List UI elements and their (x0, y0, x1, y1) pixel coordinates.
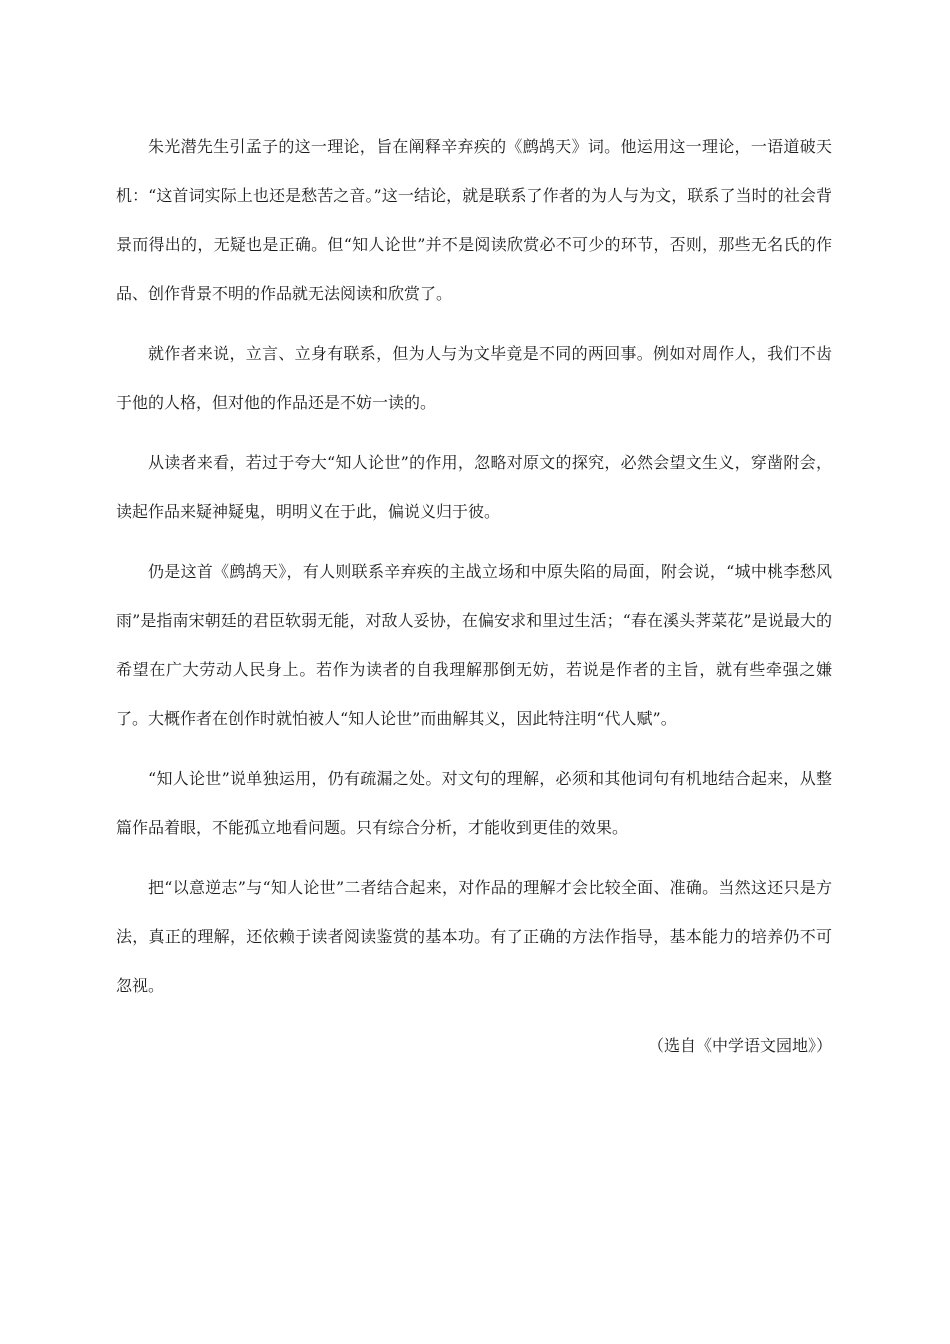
article-body (116, 122, 832, 1070)
paragraph-4: 仍是这首《鹧鸪天》，有人则联系辛弃疾的主战立场和中原失陷的局面，附会说，“城中桃李愁风雨”是指南宋朝廷的君臣软弱无能，对敌人妥协，在偏安求和里过生活；“春在溪头荠菜花”是说最大的希望在广大劳动人民身上。若作为读者的自我理解那倒无妨，若说是作者的主旨，就有些牵强之嫌了。大概作者在创作时就怕被人“知人论世”而曲解其义，因此特注明“代人赋”。 (116, 562, 832, 728)
paragraph-5: “知人论世”说单独运用，仍有疏漏之处。对文句的理解，必须和其他词句有机地结合起来，从整篇作品着眼，不能孤立地看问题。只有综合分析，才能收到更佳的效果。 (116, 769, 832, 837)
paragraph-1: 朱光潜先生引孟子的这一理论，旨在阐释辛弃疾的《鹧鸪天》词。他运用这一理论，一语道破天机：“这首词实际上也还是愁苦之音。”这一结论，就是联系了作者的为人与为文，联系了当时的社会背景而得出的，无疑也是正确。但“知人论世”并不是阅读欣赏必不可少的环节，否则，那些无名氏的作品、创作背景不明的作品就无法阅读和欣赏了。 (116, 137, 832, 303)
paragraph-3: 从读者来看，若过于夸大“知人论世”的作用，忽略对原文的探究，必然会望文生义，穿凿附会，读起作品来疑神疑鬼，明明义在于此，偏说义归于彼。 (116, 453, 832, 521)
paragraph-2: 就作者来说，立言、立身有联系，但为人与为文毕竟是不同的两回事。例如对周作人，我们不齿于他的人格，但对他的作品还是不妨一读的。 (116, 344, 832, 412)
source-citation: （选自《中学语文园地》） (647, 1036, 832, 1055)
paragraph-6: 把“以意逆志”与“知人论世”二者结合起来，对作品的理解才会比较全面、准确。当然这还只是方法，真正的理解，还依赖于读者阅读鉴赏的基本功。有了正确的方法作指导，基本能力的培养仍不可忽视。 (116, 878, 832, 995)
